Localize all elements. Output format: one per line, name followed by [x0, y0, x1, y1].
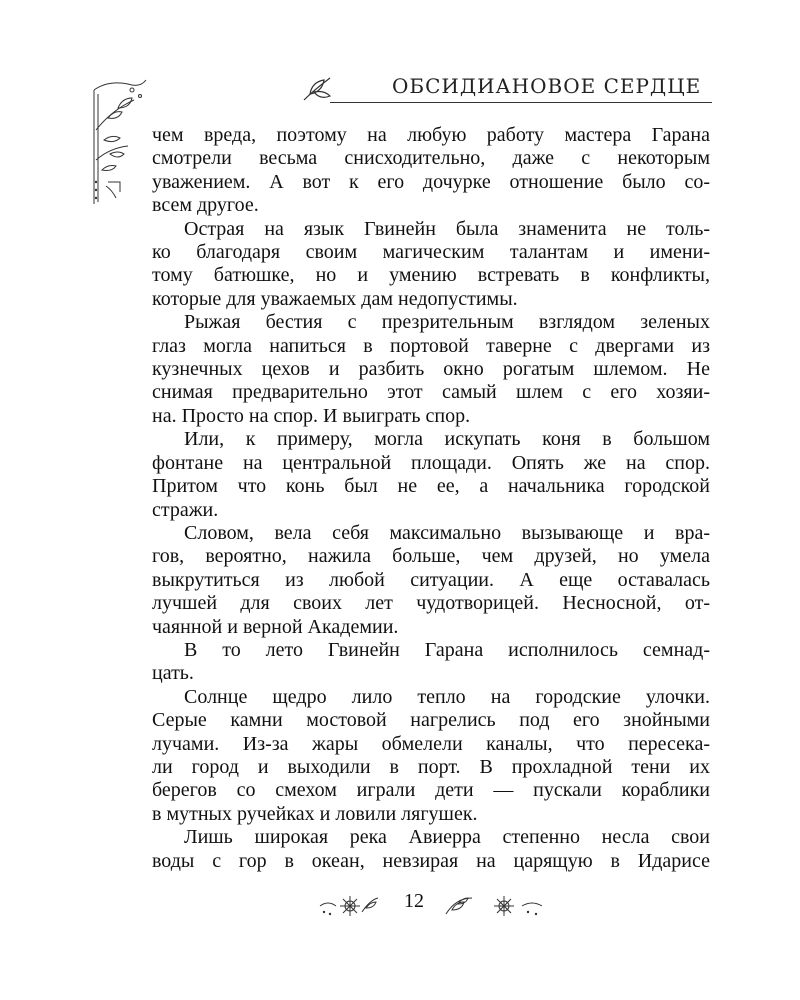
text-line: тому батюшке, но и умению встревать в конфликты,: [152, 264, 710, 287]
text-line: кузнечных цехов и разбить окно рогатым шлемом. Не: [152, 358, 710, 381]
text-line: выкрутиться из любой ситуации. А еще оставалась: [152, 568, 710, 591]
text-line: фонтане на центральной площади. Опять же на спор.: [152, 451, 710, 474]
text-line: смотрели весьма снисходительно, даже с некоторым: [152, 147, 710, 170]
text-line: Солнце щедро лило тепло на городские улочки.: [184, 685, 710, 708]
text-line: Притом что конь был не ее, а начальника городской: [152, 475, 710, 498]
leaf-ornament-icon: [300, 72, 336, 104]
page-number: 12: [404, 890, 424, 912]
text-line: которые для уважаемых дам недопустимы.: [152, 287, 518, 310]
text-line: Словом, вела себя максимально вызывающе и вра-: [184, 521, 710, 544]
text-line: чем вреда, поэтому на любую работу мастера Гарана: [152, 124, 710, 146]
text-line: лучшей для своих лет чудотворицей. Несносной, от-: [152, 592, 710, 615]
footer-flourish-left-icon: [318, 892, 380, 922]
footer-flourish-right-icon: [444, 892, 544, 922]
floral-corner-ornament-icon: [88, 70, 150, 210]
text-line: цать.: [152, 662, 194, 685]
text-line: Серые камни мостовой нагрелись под его знойными: [152, 709, 710, 732]
text-line: В то лето Гвинейн Гарана исполнилось семнад-: [184, 638, 710, 661]
header-rule: [330, 102, 712, 103]
text-line: Лишь широкая река Авиерра степенно несла свои: [184, 826, 710, 849]
text-line: лучами. Из-за жары обмелели каналы, что пересека-: [152, 732, 710, 755]
text-line: чаянной и верной Академии.: [152, 615, 399, 638]
running-title: ОБСИДИАНОВОЕ СЕРДЦЕ: [392, 74, 702, 98]
text-line: Рыжая бестия с презрительным взглядом зеленых: [184, 311, 710, 334]
text-line: Острая на язык Гвинейн была знаменита не толь-: [184, 217, 710, 240]
text-line: глаз могла напиться в портовой таверне с двергами из: [152, 334, 710, 357]
text-line: ко благодаря своим магическим талантам и имени-: [152, 241, 710, 264]
text-line: воды с гор в океан, невзирая на царящую в Идарисе: [152, 849, 710, 872]
text-line: на. Просто на спор. И выиграть спор.: [152, 404, 471, 427]
text-line: гов, вероятно, нажила больше, чем друзей, но умела: [152, 545, 710, 568]
text-line: берегов со смехом играли дети — пускали кораблики: [152, 779, 710, 802]
text-line: уважением. А вот к его дочурке отношение было со-: [152, 170, 710, 193]
text-line: ли город и выходили в порт. В прохладной тени их: [152, 755, 710, 778]
text-line: Или, к примеру, могла искупать коня в большом: [184, 428, 710, 451]
text-line: стражи.: [152, 498, 219, 521]
text-line: в мутных ручейках и ловили лягушек.: [152, 802, 478, 825]
body-text: [152, 124, 710, 873]
text-line: снимая предварительно этот самый шлем с его хозяи-: [152, 381, 710, 404]
text-line: всем другое.: [152, 194, 259, 217]
